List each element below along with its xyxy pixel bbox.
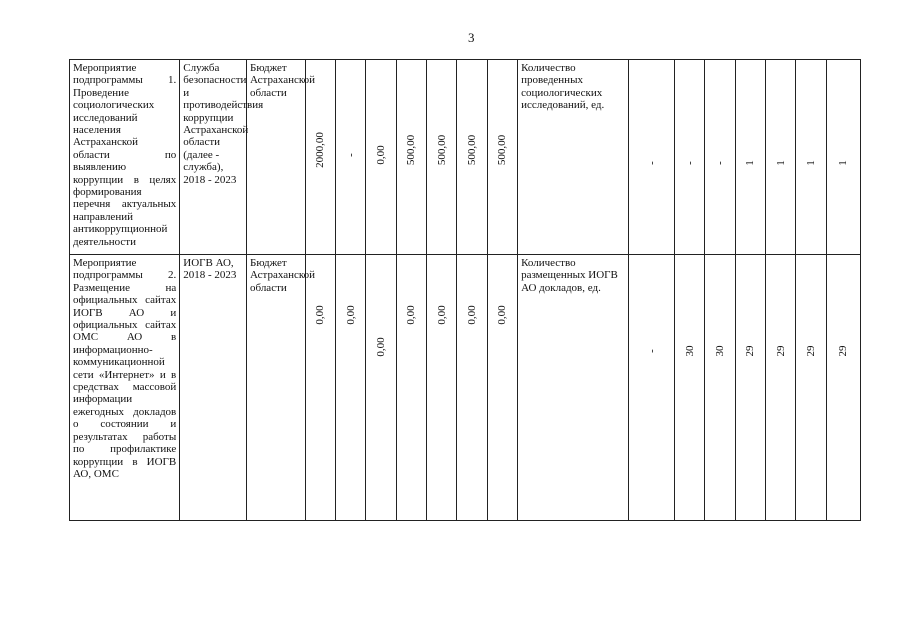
value-cell bbox=[826, 255, 860, 521]
finance-cell bbox=[336, 255, 366, 521]
indicator-value: 1 bbox=[804, 160, 817, 166]
event-cell: Мероприятие подпрограммы 2. Размещение на официальных сайтах ИОГВ АО и официальных сайтах ОМС АО в информационно-коммуникационной сети «Интернет» и в средствах массовой информации ежегодных докладов о состоянии и результатах работы по профилактике коррупции в ИОГВ АО, ОМС bbox=[70, 255, 180, 521]
program-table bbox=[69, 59, 861, 521]
finance-cell bbox=[396, 60, 426, 255]
indicator-value: 29 bbox=[804, 345, 817, 357]
finance-value: 0,00 bbox=[374, 337, 387, 357]
value-cell bbox=[765, 60, 795, 255]
finance-value: 0,00 bbox=[405, 305, 418, 325]
value-cell bbox=[705, 255, 735, 521]
finance-value: 2000,00 bbox=[314, 132, 327, 168]
indicator-value: 29 bbox=[744, 345, 756, 357]
indicator-value: 30 bbox=[713, 345, 726, 357]
finance-value: 0,00 bbox=[374, 145, 387, 165]
value-cell bbox=[735, 255, 765, 521]
executor-cell: Служба безопасности и противодействия коррупции Астраханской области (далее - служба), 2018 - 2023 bbox=[180, 60, 247, 255]
indicator-value: 30 bbox=[683, 345, 696, 357]
indicator-value: - bbox=[645, 349, 658, 353]
indicator-value: - bbox=[683, 161, 696, 165]
finance-value: 0,00 bbox=[465, 305, 478, 325]
value-cell bbox=[765, 255, 795, 521]
finance-cell bbox=[336, 60, 366, 255]
value-cell bbox=[674, 60, 704, 255]
indicator-value: 1 bbox=[837, 160, 850, 166]
finance-cell bbox=[457, 255, 487, 521]
finance-value: 0,00 bbox=[496, 305, 509, 325]
value-cell bbox=[705, 60, 735, 255]
indicator-cell: Количество размещенных ИОГВ АО докладов, ед. bbox=[518, 255, 629, 521]
finance-cell bbox=[487, 255, 517, 521]
table-row bbox=[70, 255, 861, 521]
indicator-value: 29 bbox=[774, 345, 787, 357]
value-cell bbox=[796, 60, 826, 255]
finance-cell bbox=[427, 60, 457, 255]
indicator-value: - bbox=[645, 161, 658, 165]
finance-value: 0,00 bbox=[435, 305, 448, 325]
indicator-value: 29 bbox=[837, 345, 850, 357]
indicator-value: - bbox=[713, 161, 726, 165]
finance-value: 0,00 bbox=[344, 305, 357, 325]
value-cell bbox=[674, 255, 704, 521]
event-cell: Мероприятие подпрограммы 1. Проведение социологических исследований населения Астраханской области по выявлению коррупции в целях формирования перечня актуальных направлений антикоррупционной деятельности bbox=[70, 60, 180, 255]
finance-cell bbox=[366, 60, 396, 255]
indicator-value: 1 bbox=[774, 160, 787, 166]
value-cell bbox=[629, 60, 675, 255]
value-cell bbox=[735, 60, 765, 255]
value-cell bbox=[826, 60, 860, 255]
finance-cell bbox=[305, 255, 335, 521]
finance-cell bbox=[366, 255, 396, 521]
source-cell: Бюджет Астраханской области bbox=[247, 60, 306, 255]
table-row bbox=[70, 60, 861, 255]
finance-cell bbox=[305, 60, 335, 255]
finance-cell bbox=[396, 255, 426, 521]
finance-value: 0,00 bbox=[314, 305, 327, 325]
finance-value: 500,00 bbox=[496, 134, 509, 166]
finance-cell bbox=[487, 60, 517, 255]
finance-value: 500,00 bbox=[465, 134, 478, 166]
value-cell bbox=[796, 255, 826, 521]
finance-cell bbox=[457, 60, 487, 255]
value-cell bbox=[629, 255, 675, 521]
indicator-value: 1 bbox=[744, 160, 756, 166]
finance-value: - bbox=[344, 153, 357, 157]
indicator-cell: Количество проведенных социологических исследований, ед. bbox=[518, 60, 629, 255]
finance-value: 500,00 bbox=[435, 134, 448, 166]
executor-cell: ИОГВ АО, 2018 - 2023 bbox=[180, 255, 247, 521]
source-cell: Бюджет Астраханской области bbox=[247, 255, 306, 521]
finance-value: 500,00 bbox=[405, 134, 418, 166]
page-number: 3 bbox=[468, 30, 475, 45]
finance-cell bbox=[427, 255, 457, 521]
